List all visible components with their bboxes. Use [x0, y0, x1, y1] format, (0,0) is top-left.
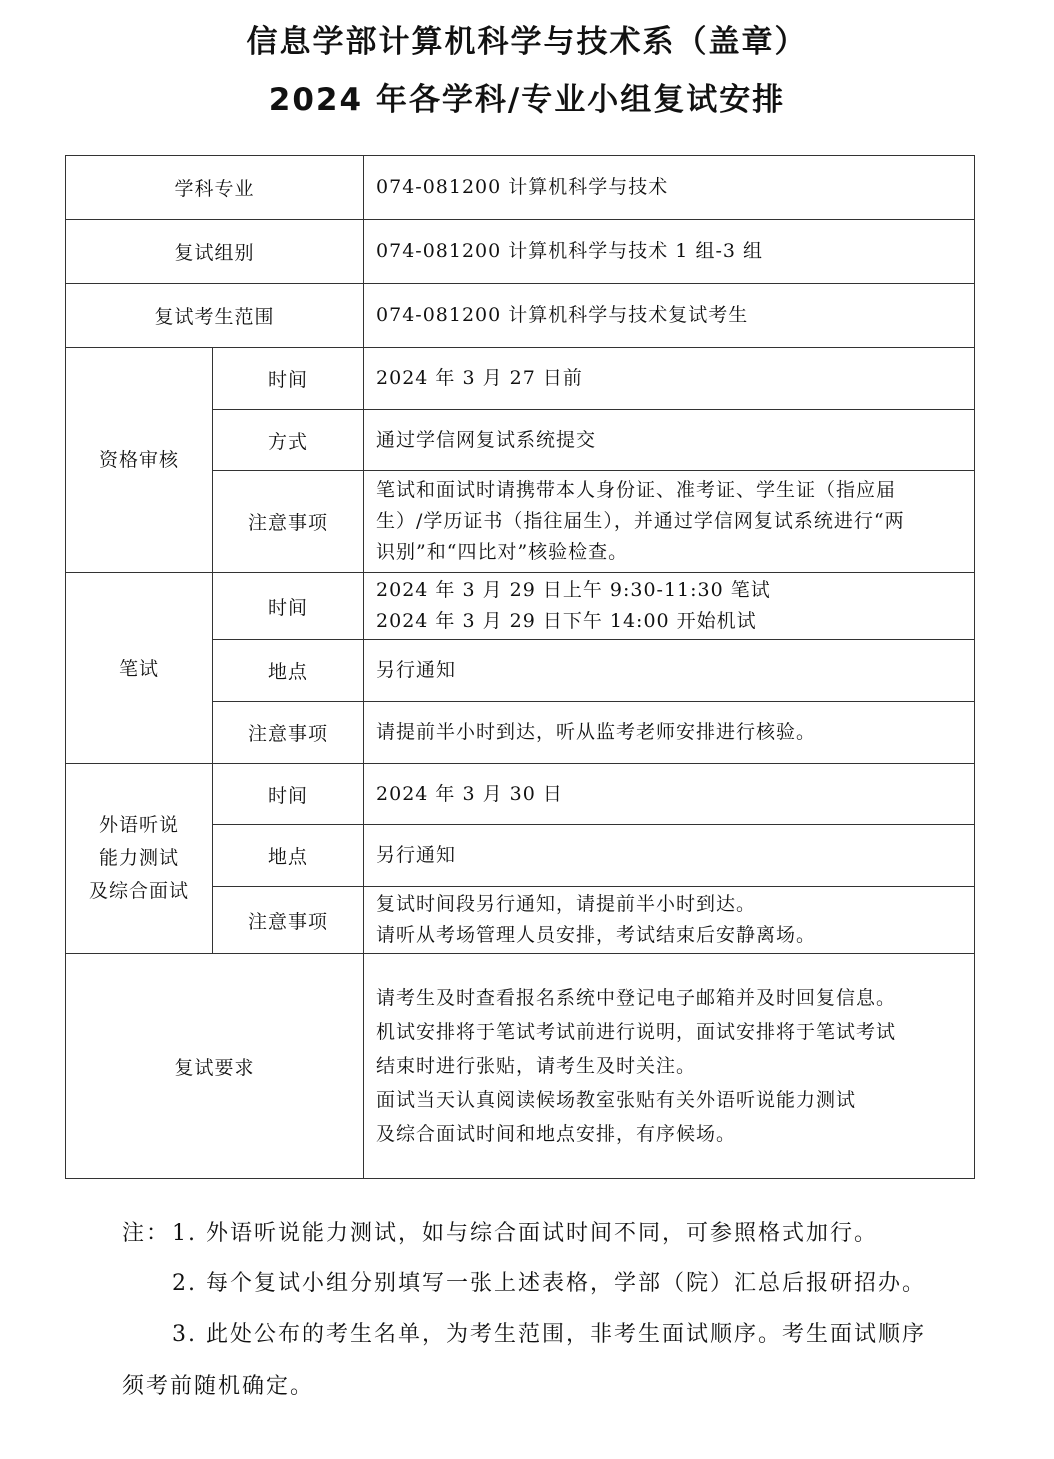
qualification-notes-label: 注意事项 [213, 471, 364, 573]
footnote-3: 3. 此处公布的考生名单，为考生范围，非考生面试顺序。考生面试顺序 [172, 1322, 926, 1347]
oral-time-value: 2024 年 3 月 30 日 [364, 764, 975, 825]
qualification-time-value: 2024 年 3 月 27 日前 [364, 348, 975, 410]
text-line: 及综合面试 [88, 880, 189, 902]
written-notes-label: 注意事项 [213, 702, 364, 764]
oral-notes-label: 注意事项 [213, 887, 364, 954]
text-line: 及综合面试时间和地点安排，有序候场。 [376, 1123, 737, 1145]
oral-place-label: 地点 [213, 825, 364, 887]
table-row [66, 156, 975, 220]
written-place-label: 地点 [213, 640, 364, 702]
text-line: 结束时进行张贴，请考生及时关注。 [376, 1055, 697, 1077]
qualification-time-label: 时间 [213, 348, 364, 410]
text-line: 外语听说 [98, 814, 179, 836]
footnote-3-continued: 须考前随机确定。 [122, 1374, 315, 1399]
written-time-value [364, 573, 975, 640]
group-value: 074-081200 计算机科学与技术 1 组-3 组 [364, 220, 975, 284]
text-line: 机试安排将于笔试考试前进行说明，面试安排将于笔试考试 [376, 1021, 897, 1043]
requirements-label: 复试要求 [66, 954, 364, 1179]
table-row [66, 764, 975, 825]
table-row [66, 954, 975, 1179]
written-time-label: 时间 [213, 573, 364, 640]
text-line: 笔试和面试时请携带本人身份证、准考证、学生证（指应届 [376, 479, 897, 501]
text-line: 复试时间段另行通知，请提前半小时到达。 [376, 893, 757, 915]
subject-value: 074-081200 计算机科学与技术 [364, 156, 975, 220]
scope-value: 074-081200 计算机科学与技术复试考生 [364, 284, 975, 348]
written-label: 笔试 [66, 573, 213, 764]
footnote-2: 2. 每个复试小组分别填写一张上述表格，学部（院）汇总后报研招办。 [172, 1271, 926, 1296]
text-line: 请听从考场管理人员安排，考试结束后安静离场。 [376, 924, 817, 946]
table-row [66, 284, 975, 348]
written-notes-value: 请提前半小时到达，听从监考老师安排进行核验。 [364, 702, 975, 764]
footnote-prefix: 注： [122, 1221, 171, 1246]
oral-label [66, 764, 213, 954]
scope-label: 复试考生范围 [66, 284, 364, 348]
qualification-method-label: 方式 [213, 410, 364, 471]
oral-notes-value [364, 887, 975, 954]
requirements-value [364, 954, 975, 1179]
table-row [66, 573, 975, 640]
text-line: 2024 年 3 月 29 日下午 14:00 开始机试 [376, 610, 757, 632]
group-label: 复试组别 [66, 220, 364, 284]
text-line: 2024 年 3 月 29 日上午 9:30-11:30 笔试 [376, 579, 771, 601]
table-row [66, 348, 975, 410]
qualification-method-value: 通过学信网复试系统提交 [364, 410, 975, 471]
written-place-value: 另行通知 [364, 640, 975, 702]
oral-place-value: 另行通知 [364, 825, 975, 887]
text-line: 生）/学历证书（指往届生），并通过学信网复试系统进行“两 [376, 510, 905, 532]
oral-time-label: 时间 [213, 764, 364, 825]
page-title: 信息学部计算机科学与技术系（盖章） [246, 24, 808, 60]
page-subtitle: 2024 年各学科/专业小组复试安排 [268, 82, 786, 118]
qualification-label: 资格审核 [66, 348, 213, 573]
text-line: 识别”和“四比对”核验检查。 [376, 541, 629, 563]
table-row [66, 220, 975, 284]
schedule-table [65, 155, 975, 1179]
qualification-notes-value [364, 471, 975, 573]
text-line: 请考生及时查看报名系统中登记电子邮箱并及时回复信息。 [376, 987, 897, 1009]
text-line: 能力测试 [98, 847, 179, 869]
footnote-1: 1. 外语听说能力测试，如与综合面试时间不同，可参照格式加行。 [172, 1221, 878, 1246]
text-line: 面试当天认真阅读候场教室张贴有关外语听说能力测试 [376, 1089, 857, 1111]
subject-label: 学科专业 [66, 156, 364, 220]
